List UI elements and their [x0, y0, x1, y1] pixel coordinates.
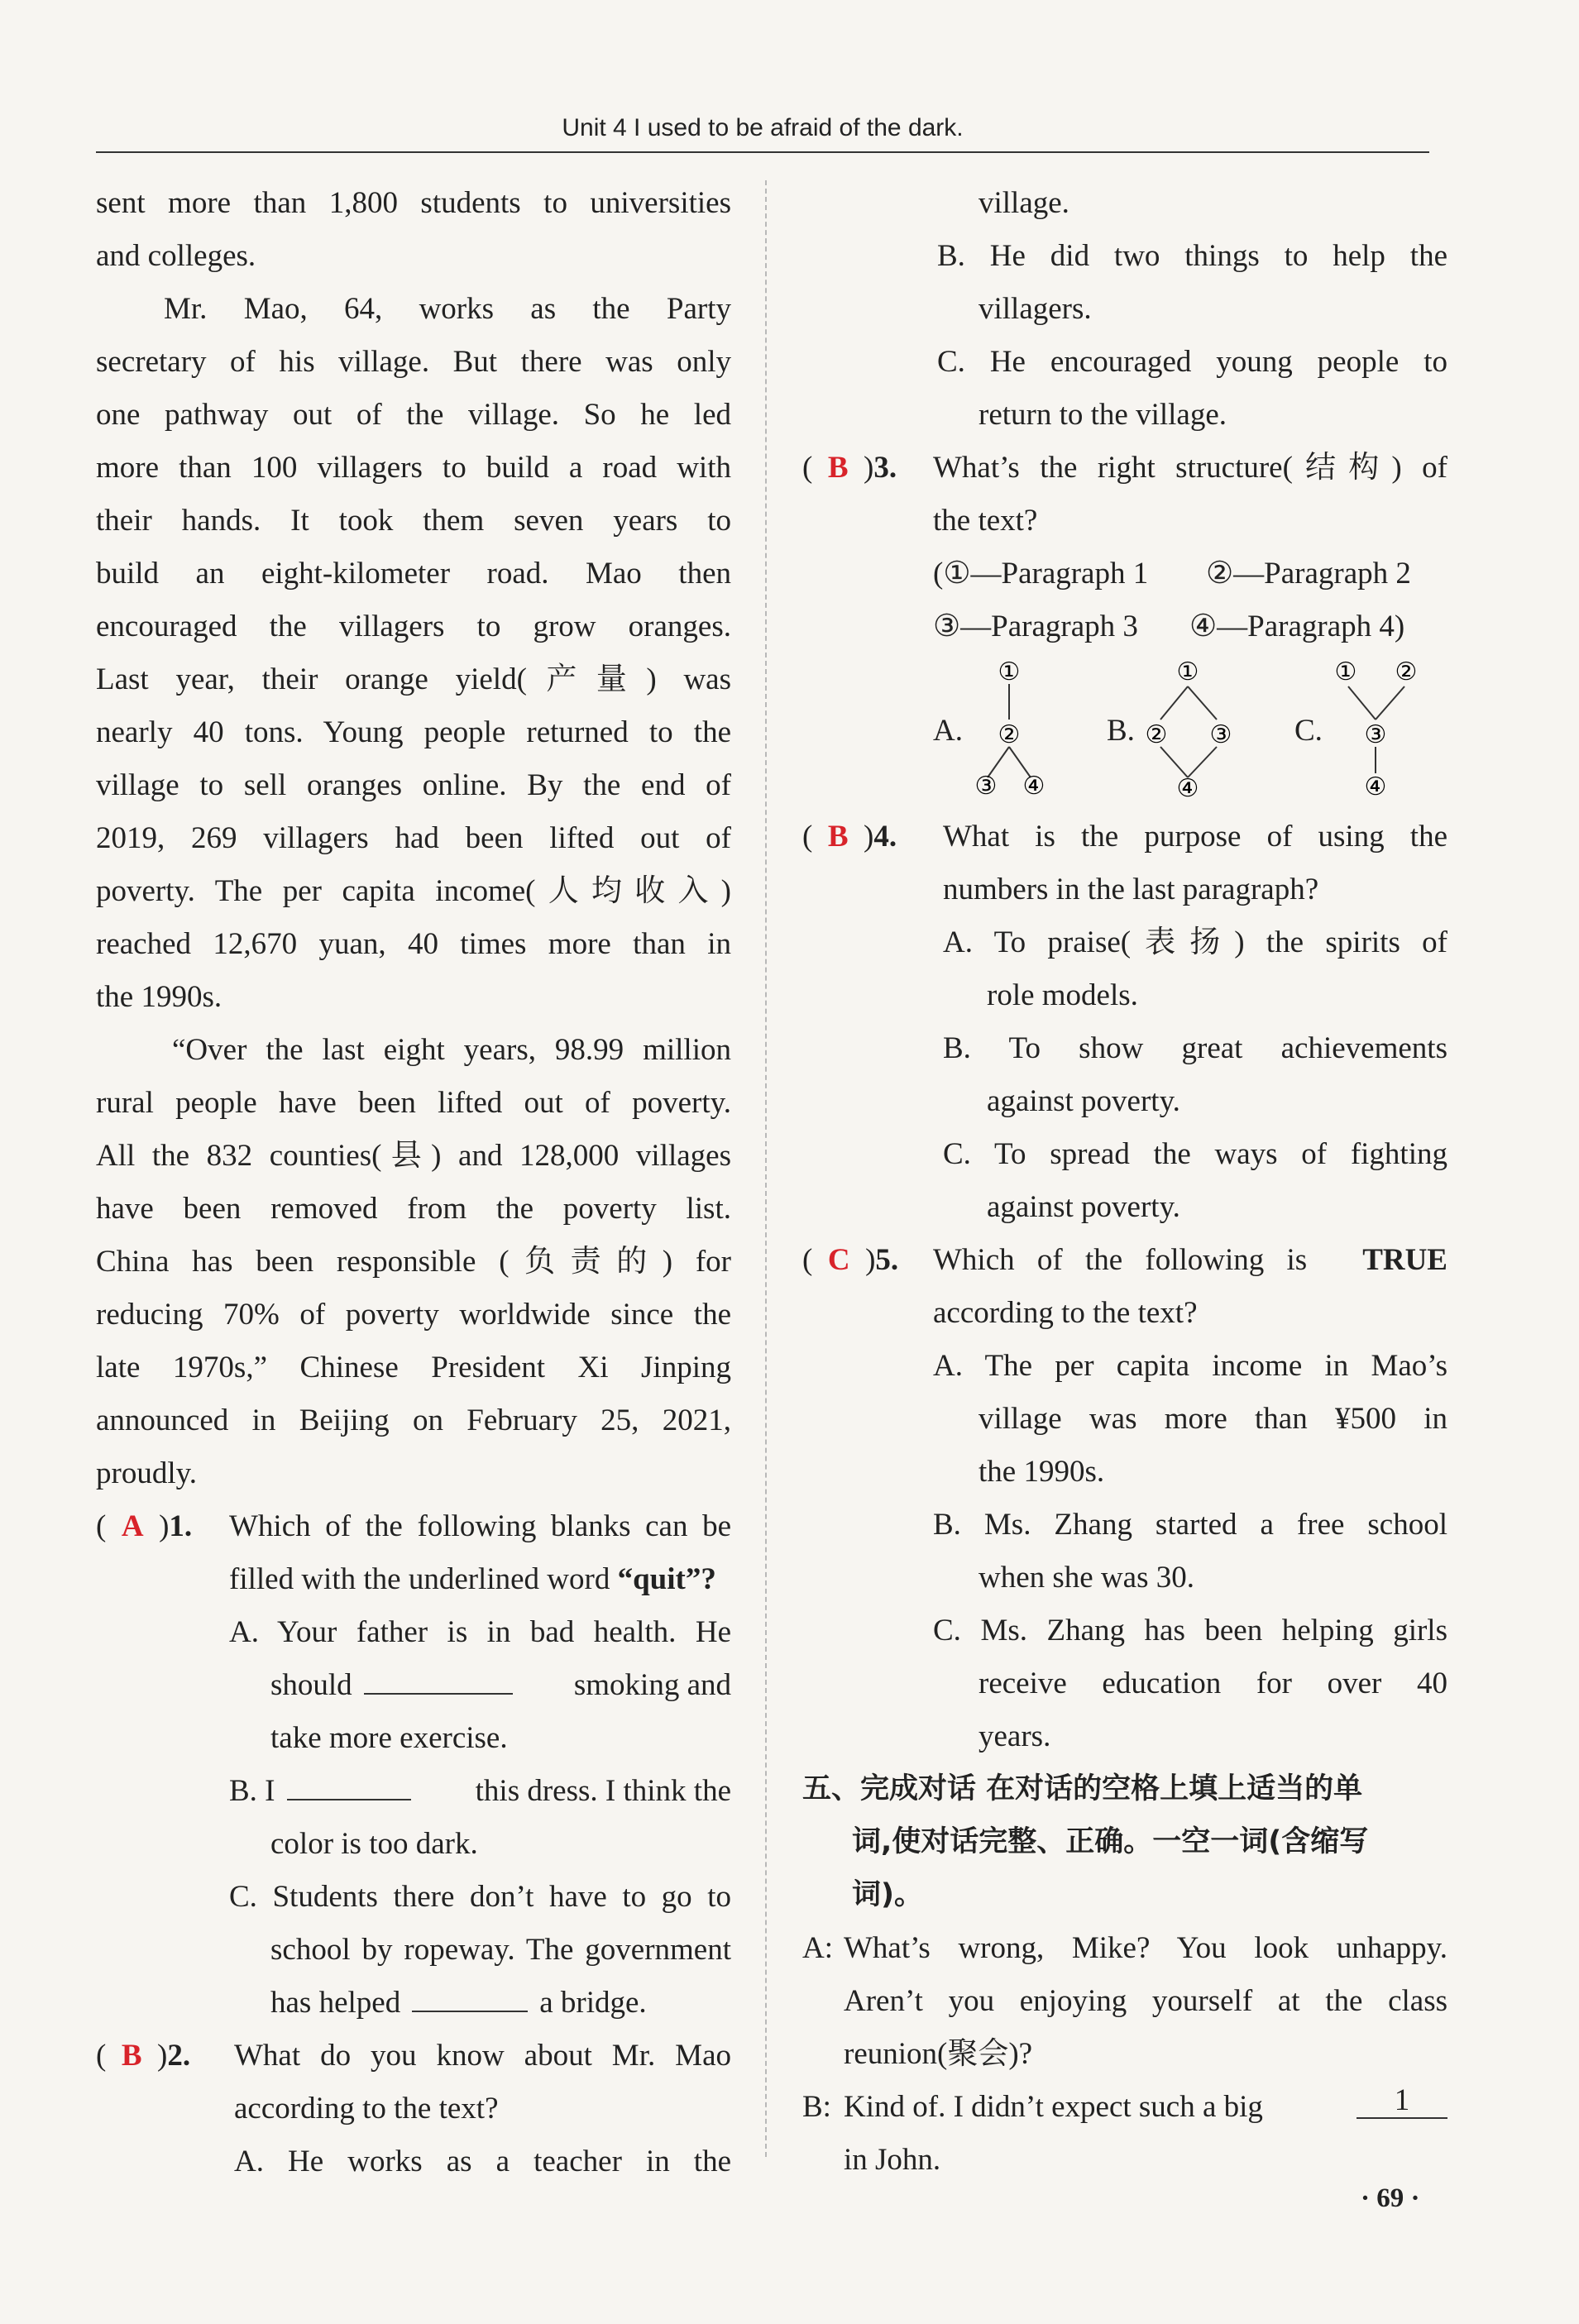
option-a: village. — [979, 186, 1069, 220]
option-c: school by ropeway. The government — [270, 1933, 731, 1967]
option-b: B. Ms. Zhang started a free school — [933, 1508, 1447, 1542]
section-title: 词)。 — [852, 1878, 923, 1911]
option-c: C. He encouraged young people to — [937, 345, 1447, 379]
answer-blank[interactable] — [287, 1774, 411, 1800]
answer-bracket: ( B )4. — [802, 820, 897, 854]
option-c: C. Ms. Zhang has been helping girls — [933, 1614, 1447, 1647]
keyword: “quit”? — [617, 1562, 716, 1596]
header-rule — [96, 151, 1429, 153]
option-b: B. I this dress. I think the — [229, 1774, 731, 1808]
passage-line: announced in Beijing on February 25, 2021, — [96, 1403, 731, 1437]
node: ① — [1176, 658, 1199, 686]
passage-line: the 1990s. — [96, 980, 222, 1014]
passage-line: village to sell oranges online. By the end of — [96, 768, 731, 802]
node: ③ — [974, 772, 998, 801]
answer-bracket: ( A )1. — [96, 1509, 193, 1543]
node: ② — [998, 720, 1021, 749]
node: ① — [1334, 658, 1357, 686]
passage-line: poverty. The per capita income(人均收入) — [96, 874, 731, 908]
running-header: Unit 4 I used to be afraid of the dark. — [562, 114, 964, 141]
question-stem: filled with the underlined word “quit”? — [229, 1562, 716, 1596]
passage-line: have been removed from the poverty list. — [96, 1192, 731, 1226]
node: ④ — [1022, 772, 1045, 801]
option-a: A. Your father is in bad health. He — [229, 1615, 731, 1649]
structure-diagram-b — [1140, 658, 1247, 806]
passage-line: All the 832 counties(县) and 128,000 villages — [96, 1139, 731, 1173]
diagram-label-c: C. — [1294, 714, 1323, 748]
option-c: has helped a bridge. — [270, 1986, 647, 2020]
passage-line: Mr. Mao, 64, works as the Party — [164, 292, 731, 326]
passage-line: Last year, their orange yield(产量) was — [96, 662, 731, 696]
answer-letter: C — [827, 1243, 850, 1277]
answer-blank[interactable] — [364, 1668, 513, 1695]
answer-letter: B — [827, 820, 849, 854]
dialogue-line: in John. — [844, 2143, 941, 2177]
passage-line: “Over the last eight years, 98.99 million — [172, 1033, 731, 1067]
passage-line: their hands. It took them seven years to — [96, 504, 731, 538]
passage-line: reducing 70% of poverty worldwide since the — [96, 1298, 731, 1332]
answer-bracket: ( B )2. — [96, 2039, 191, 2073]
dialogue-blank-1[interactable]: 1 — [1357, 2074, 1447, 2119]
passage-line: nearly 40 tons. Young people returned to the — [96, 715, 731, 749]
passage-line: sent more than 1,800 students to universities — [96, 186, 731, 220]
question-number: 4. — [873, 820, 897, 854]
answer-letter: B — [827, 451, 849, 485]
passage-line: rural people have been lifted out of poverty. — [96, 1086, 731, 1120]
question-number: 3. — [873, 451, 897, 485]
question-number: 2. — [167, 2039, 191, 2073]
option-a: the 1990s. — [979, 1455, 1105, 1489]
answer-bracket: ( B )3. — [802, 451, 897, 485]
passage-line: 2019, 269 villagers had been lifted out of — [96, 821, 731, 855]
question-stem: Which of the following is TRUE — [933, 1234, 1447, 1286]
option-a: A. To praise(表扬) the spirits of — [943, 925, 1447, 959]
passage-line: reached 12,670 yuan, 40 times more than in — [96, 927, 731, 961]
passage-line: and colleges. — [96, 239, 256, 273]
passage-line: proudly. — [96, 1456, 197, 1490]
question-stem: according to the text? — [234, 2092, 499, 2126]
structure-legend: ②—Paragraph 2 — [1206, 557, 1411, 591]
dialogue-line: reunion(聚会)? — [844, 2037, 1033, 2071]
answer-blank[interactable] — [412, 1986, 528, 2012]
option-c: return to the village. — [979, 398, 1227, 432]
option-a: A. He works as a teacher in the — [234, 2145, 731, 2178]
option-a: should smoking and — [270, 1668, 731, 1702]
option-a: role models. — [987, 978, 1138, 1012]
section-title: 五、完成对话 在对话的空格上填上适当的单 — [802, 1772, 1363, 1805]
node: ③ — [1364, 720, 1387, 749]
structure-legend: ③—Paragraph 3 — [933, 610, 1138, 643]
option-c: C. Students there don’t have to go to — [229, 1880, 731, 1914]
question-number: 5. — [875, 1243, 899, 1277]
question-stem: What is the purpose of using the — [943, 820, 1447, 854]
passage-line: build an eight-kilometer road. Mao then — [96, 557, 731, 591]
question-stem: according to the text? — [933, 1296, 1198, 1330]
option-b: villagers. — [979, 292, 1092, 326]
option-c: C. To spread the ways of fighting — [943, 1137, 1447, 1171]
question-stem: What’s the right structure(结构) of — [933, 451, 1447, 485]
node: ① — [998, 658, 1021, 686]
answer-letter: A — [121, 1509, 144, 1543]
answer-letter: B — [121, 2039, 142, 2073]
option-c: years. — [979, 1719, 1051, 1753]
node: ② — [1145, 720, 1168, 749]
option-a: village was more than ¥500 in — [979, 1402, 1447, 1436]
keyword: TRUE — [1362, 1243, 1447, 1277]
question-stem: Which of the following blanks can be — [229, 1509, 731, 1543]
option-a: A. The per capita income in Mao’s — [933, 1349, 1447, 1383]
option-b: when she was 30. — [979, 1561, 1195, 1595]
structure-legend: (①—Paragraph 1 — [933, 557, 1149, 591]
node: ④ — [1176, 774, 1199, 803]
question-stem: What do you know about Mr. Mao — [234, 2039, 731, 2073]
section-title: 词,使对话完整、正确。一空一词(含缩写 — [852, 1825, 1369, 1858]
option-b: B. He did two things to help the — [937, 239, 1447, 273]
passage-line: more than 100 villagers to build a road with — [96, 451, 731, 485]
speaker-b: B: — [802, 2090, 831, 2124]
passage-line: encouraged the villagers to grow oranges. — [96, 610, 731, 643]
page-number: · 69 · — [1361, 2183, 1420, 2213]
option-b: color is too dark. — [270, 1827, 478, 1861]
dialogue-line: Kind of. I didn’t expect such a big — [844, 2090, 1263, 2124]
dialogue-line: Aren’t you enjoying yourself at the class — [844, 1984, 1447, 2018]
option-c: against poverty. — [987, 1190, 1180, 1224]
question-number: 1. — [169, 1509, 193, 1543]
option-b: B. To show great achievements — [943, 1031, 1447, 1065]
structure-diagram-c — [1328, 658, 1435, 806]
speaker-a: A: — [802, 1931, 833, 1965]
passage-line: China has been responsible (负责的) for — [96, 1245, 731, 1279]
diagram-label-b: B. — [1107, 714, 1135, 748]
dialogue-line: What’s wrong, Mike? You look unhappy. — [844, 1931, 1447, 1965]
column-divider — [765, 180, 767, 2157]
passage-line: secretary of his village. But there was only — [96, 345, 731, 379]
passage-line: one pathway out of the village. So he led — [96, 398, 731, 432]
passage-line: late 1970s,” Chinese President Xi Jinping — [96, 1351, 731, 1384]
question-stem: the text? — [933, 504, 1038, 538]
node: ④ — [1364, 772, 1387, 801]
structure-legend: ④—Paragraph 4) — [1189, 610, 1405, 643]
option-b: against poverty. — [987, 1084, 1180, 1118]
question-stem: numbers in the last paragraph? — [943, 873, 1319, 906]
structure-diagram-a — [968, 658, 1059, 806]
node: ③ — [1209, 720, 1232, 749]
option-c: receive education for over 40 — [979, 1666, 1447, 1700]
diagram-label-a: A. — [933, 714, 963, 748]
answer-bracket: ( C )5. — [802, 1243, 899, 1277]
option-a: take more exercise. — [270, 1721, 508, 1755]
node: ② — [1395, 658, 1418, 686]
